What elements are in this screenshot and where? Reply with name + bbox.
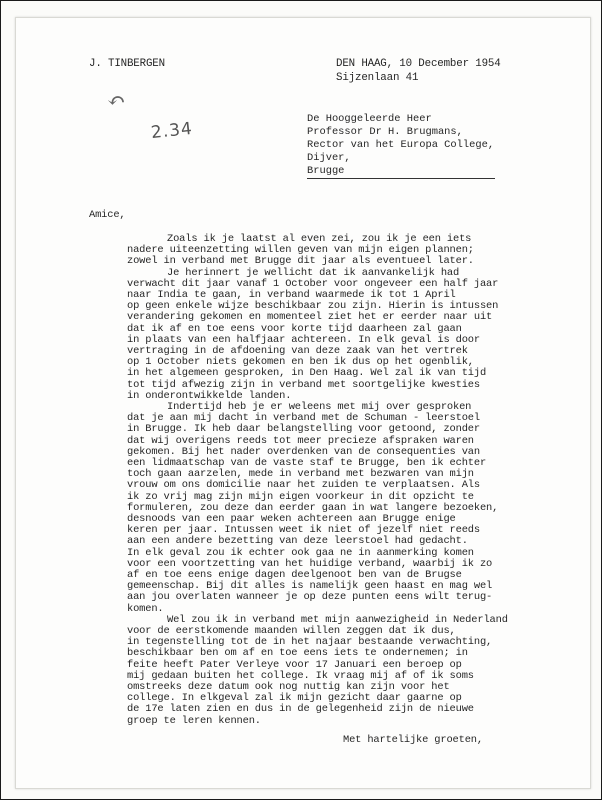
body-line: feite heeft Pater Verleye voor 17 Januari een beroep op bbox=[127, 658, 462, 671]
place-date: DEN HAAG, 10 December 1954 bbox=[336, 58, 501, 70]
body-line: aan jou overlaten wanneer je op deze punten eens wilt terug- bbox=[127, 591, 493, 604]
body-line: dat wij overigens reeds tot meer precieze afspraken waren bbox=[127, 434, 474, 447]
body-line: in onderontwikkelde landen. bbox=[127, 389, 292, 402]
body-line: Indertijd heb je er weleens met mij over gesproken bbox=[167, 401, 472, 413]
body-line: keren per jaar. Intussen weet ik niet of jezelf niet reeds bbox=[127, 524, 480, 537]
body-line: ik zo vrij mag zijn mijn eigen voorkeur in dit opzicht te bbox=[127, 490, 474, 503]
recipient-line-5: Brugge bbox=[307, 165, 345, 177]
body-line: Je herinnert je wellicht dat ik aanvankelijk had bbox=[167, 266, 460, 279]
body-line: toch gaan aarzelen, mede in verband met bezwaren van mijn bbox=[127, 468, 474, 481]
recipient-line-4: Dijver, bbox=[307, 152, 351, 164]
pencil-mark: ↶ bbox=[107, 89, 126, 114]
body-line: groep te leren kennen. bbox=[127, 714, 261, 727]
body-line: tot tijd afwezig zijn in verband met soortgelijke kwesties bbox=[127, 378, 480, 391]
body-line: de 17e laten zien en dus in de gelegenheid zijn de nieuwe bbox=[127, 703, 474, 716]
body-line: vrouw om ons domicilie naar het zuiden te verplaatsen. Als bbox=[127, 479, 480, 492]
body-line: op 1 October niets gekomen en ben ik dus op het ogenblik, bbox=[127, 356, 474, 369]
handwritten-archive-number: 2.34 bbox=[150, 118, 194, 144]
body-line: een lidmaatschap van de vaste staf te Brugge, ben ik echter bbox=[127, 457, 487, 469]
body-line: gekomen. Bij het nader overdenken van de consequenties van bbox=[127, 445, 480, 458]
body-line: gemeenschap. Bij dit alles is namelijk geen haast en mag wel bbox=[127, 580, 493, 593]
body-line: in plaats van een halfjaar achtereen. In elk geval is door bbox=[127, 333, 480, 346]
body-line: dat ik af en toe eens voor korte tijd daarheen zal gaan bbox=[127, 322, 462, 335]
closing: Met hartelijke groeten, bbox=[343, 733, 483, 746]
body-line: in tegenstelling tot de in het najaar bestaande verwachting, bbox=[127, 636, 493, 649]
body-line: op geen enkele wijze beschikbaar zou zijn. Hierin is intussen bbox=[127, 300, 499, 313]
body-line: Zoals ik je laatst al even zei, zou ik je een iets bbox=[167, 233, 472, 245]
body-line: aan een andere bezetting van deze leerstoel had gedacht. bbox=[127, 535, 468, 548]
recipient-line-1: De Hooggeleerde Heer bbox=[307, 113, 432, 125]
sender-street: Sijzenlaan 41 bbox=[336, 72, 419, 84]
body-line: In elk geval zou ik echter ook gaa ne in aanmerking komen bbox=[127, 546, 474, 559]
recipient-line-3: Rector van het Europa College, bbox=[307, 139, 495, 151]
body-line: verandering gekomen en momenteel ziet het er eerder naar uit bbox=[127, 311, 493, 324]
body-line: zowel in verband met Brugge dit jaar als eventueel later. bbox=[127, 255, 474, 268]
body-line: dat je aan mij dacht in verband met de Schuman - leerstoel bbox=[127, 412, 480, 425]
body-line: college. In elkgeval zal ik mijn gezicht daar gaarne op bbox=[127, 692, 462, 705]
sender-name: J. TINBERGEN bbox=[89, 58, 165, 70]
body-line: formuleren, zou deze dan eerder gaan in wat langere bezoeken, bbox=[127, 501, 499, 514]
body-line: af en toe eens enige dagen deelgenoot ben van de Brugse bbox=[127, 569, 462, 581]
body-line: mij gedaan buiten het college. Ik vraag mij af of ik soms bbox=[127, 669, 474, 682]
body-line: verwacht dit jaar vanaf 1 October voor ongeveer een half jaar bbox=[127, 277, 499, 290]
body-line: voor de eerstkomende maanden willen zeggen dat ik dus, bbox=[127, 625, 456, 637]
body-line: nadere uiteenzetting willen geven van mijn eigen plannen; bbox=[127, 244, 474, 257]
address-underline bbox=[307, 178, 495, 179]
body-line: in Brugge. Ik heb daar belangstelling voor getoond, zonder bbox=[127, 423, 480, 436]
body-line: naar India te gaan, in verband waarmede ik tot 1 April bbox=[127, 289, 456, 301]
body-line: voor een voortzetting van het huidige verband, waarbij ik zo bbox=[127, 557, 493, 570]
salutation: Amice, bbox=[89, 209, 126, 221]
body-line: Wel zou ik in verband met mijn aanwezigheid in Nederland bbox=[167, 613, 508, 626]
body-line: vertraging in de afdoening van deze zaak van het vertrek bbox=[127, 345, 468, 357]
body-line: omstreeks deze datum ook nog nuttig kan zijn voor het bbox=[127, 681, 450, 693]
body-line: desnoods van een paar weken achtereen aan Brugge enige bbox=[127, 513, 456, 525]
body-line: komen. bbox=[127, 602, 164, 615]
recipient-line-2: Professor Dr H. Brugmans, bbox=[307, 126, 463, 138]
body-line: in het algemeen gesproken, in Den Haag. Wel zal ik van tijd bbox=[127, 367, 487, 380]
body-line: beschikbaar ben om af en toe eens iets te ondernemen; in bbox=[127, 647, 468, 660]
